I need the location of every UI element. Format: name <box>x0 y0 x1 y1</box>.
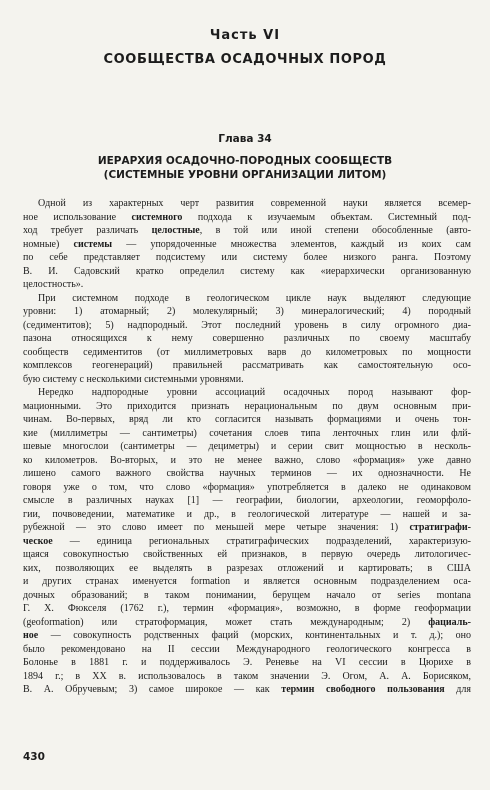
text-line <box>23 292 471 306</box>
text-run: шевые многослои (сантиметры — дециметры) и серии свит мощностью в несколь- <box>23 441 471 452</box>
text-line <box>23 602 471 616</box>
text-run: — совокупность родственных фаций (морских, континентальных и т. д.); оно <box>38 630 471 641</box>
text-line <box>23 346 471 360</box>
text-line <box>23 656 471 670</box>
text-run: (geoformation) или стратоформация, может стать международным; 2) <box>23 616 429 628</box>
text-line <box>23 683 471 697</box>
text-run: (седиментитов); 5) надпородный. Этот последний уровень в силу огромного диа- <box>23 319 471 331</box>
text-line <box>23 467 471 481</box>
text-run: по себе представляет подсистему или систему более низкого ранга. Поэтому <box>23 252 471 263</box>
text-line <box>23 508 471 522</box>
text-run: пазона относящихся к нему совершенно различных по своему масштабу <box>23 333 471 344</box>
text-line <box>23 305 471 319</box>
body-text <box>23 197 471 697</box>
text-run: кие (миллиметры — сантиметры) сочетания слоев типа ленточных глин или флй- <box>23 427 471 439</box>
text-run: дочных образований; в таком понимании, берущем начало от series montana <box>23 589 471 601</box>
text-run: В. А. Обручевым; 3) самое широкое — как <box>23 684 282 695</box>
text-run: гии, почвоведении, математике и др., в геологической литературе — нашей и за- <box>23 508 471 520</box>
text-run: было рекомендовано на II сессии Международного геологического конгресса в <box>23 643 471 655</box>
chapter-label: Глава 34 <box>218 133 272 145</box>
text-run: — единица региональных стратиграфических подразделений, характеризую- <box>52 535 471 547</box>
text-line <box>23 332 471 346</box>
bold-term: ческое <box>23 535 53 547</box>
text-run: щаяся совокупностью свойственных ей признаков, в первую очередь литологичес- <box>23 549 471 560</box>
text-line <box>23 629 471 643</box>
text-line <box>23 238 471 252</box>
text-line <box>23 224 471 238</box>
bold-term: системного <box>131 211 183 223</box>
text-run: подхода к изучаемым объектам. Системный под- <box>182 211 471 223</box>
text-line <box>23 278 471 292</box>
text-line <box>23 359 471 373</box>
text-run: целостность». <box>23 279 84 290</box>
text-run: При системном подходе в геологическом цикле наук выделяют следующие <box>38 292 471 304</box>
text-run: — упорядоченные множества элементов, каждый из коих сам <box>112 238 471 250</box>
part-title: СООБЩЕСТВА ОСАДОЧНЫХ ПОРОД <box>103 52 387 67</box>
text-run: Нередко надпородные уровни ассоциаций осадочных пород называют фор- <box>38 387 471 398</box>
text-run: комплексов геогенераций) правильней рассматривать как самостоятельную осо- <box>23 360 471 371</box>
text-line <box>23 521 471 535</box>
text-line <box>23 265 471 279</box>
bold-term: системы <box>73 238 113 250</box>
text-line <box>23 670 471 684</box>
text-line <box>23 616 471 630</box>
text-run: для <box>444 684 471 695</box>
text-line <box>23 386 471 400</box>
text-line <box>23 319 471 333</box>
text-run: Болонье в 1881 г. и поддерживалось Э. Реневье на VI сессии в Цюрихе в <box>23 657 471 668</box>
text-line <box>23 643 471 657</box>
text-run: рубежной — это слово имеет по меньшей мере четыре значения: 1) <box>23 522 410 533</box>
text-run: ких, позволяющих ее выделять в разрезах отложений и картировать; в США <box>23 562 471 574</box>
text-line <box>23 494 471 508</box>
bold-term: стратиграфи- <box>409 522 471 533</box>
text-run: чинам. Во-первых, вряд ли кто согласится называть формациями и очень тон- <box>23 414 471 425</box>
text-line <box>23 251 471 265</box>
text-run: лишено самого важного свойства научных терминов — их однозначности. Не <box>23 468 471 479</box>
text-run: уровни: 1) атомарный; 2) молекулярный; 3) минералогический; 4) породный <box>23 306 471 317</box>
text-line <box>23 413 471 427</box>
text-run: 1894 г.; в XX в. использовалось в таком значении Э. Огом, А. А. Борисяком, <box>23 670 471 682</box>
text-line <box>23 211 471 225</box>
text-line <box>23 589 471 603</box>
text-line <box>23 440 471 454</box>
text-line <box>23 427 471 441</box>
text-line <box>23 400 471 414</box>
text-line <box>23 575 471 589</box>
chapter-title-line: (СИСТЕМНЫЕ УРОВНИ ОРГАНИЗАЦИИ ЛИТОМ) <box>103 169 387 181</box>
text-run: номные) <box>23 238 74 250</box>
text-run: ное использование <box>23 211 132 223</box>
page-number: 430 <box>23 751 45 763</box>
text-line <box>23 373 471 387</box>
bold-term: целостные <box>151 225 200 236</box>
text-run: , в той или иной степени обособленные (авто- <box>199 225 471 236</box>
text-line <box>23 562 471 576</box>
text-line <box>23 454 471 468</box>
bold-term: фациаль- <box>428 616 471 628</box>
text-run: В. И. Садовский кратко определил систему как «иерархически организованную <box>23 265 471 277</box>
text-run: Одной из характерных черт развития современной науки является всемер- <box>38 198 471 209</box>
text-line <box>23 481 471 495</box>
text-line <box>23 535 471 549</box>
text-line <box>23 548 471 562</box>
bold-term: термин свободного пользования <box>281 684 445 695</box>
bold-term: ное <box>23 630 39 641</box>
text-run: ко километров. Во-вторых, и это не менее важно, слово «формация» уже давно <box>23 454 471 466</box>
text-run: мационными. Это приходится признать нерациональным по двум основным при- <box>23 400 471 412</box>
text-run: говоря уже о том, что слово «формация» употребляется в далеко не одинаковом <box>23 481 471 493</box>
chapter-title <box>0 154 490 182</box>
chapter-title-line: ИЕРАРХИЯ ОСАДОЧНО-ПОРОДНЫХ СООБЩЕСТВ <box>97 155 393 167</box>
text-line <box>23 197 471 211</box>
part-label: Часть VI <box>209 28 281 43</box>
text-run: сообществ седиментитов (от миллиметровых варв до километровых по мощности <box>23 346 471 358</box>
text-run: Г. Х. Фюкселя (1762 г.), термин «формация», возможно, в форме геоформации <box>23 603 471 614</box>
text-run: бую систему с несколькими системными уровнями. <box>23 373 244 385</box>
text-run: смысле в различных науках [1] — географии, биологии, археологии, геоморфоло- <box>23 495 471 506</box>
text-run: и других странах именуется formation и является основным подразделением оса- <box>23 576 471 587</box>
text-run: ход требует различать <box>23 225 152 236</box>
